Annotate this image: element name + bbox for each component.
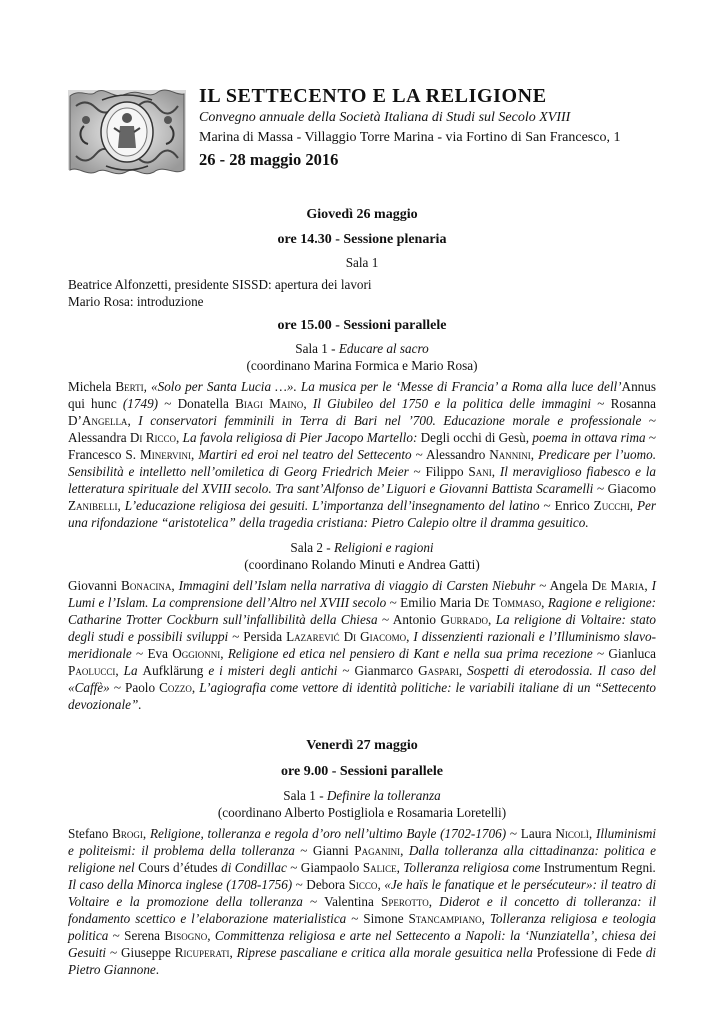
paper-title: Dalla tolleranza alla cittadinanza: politica e religione nel: [68, 843, 657, 875]
speaker: Filippo Sani: [425, 464, 492, 479]
speaker: Giuseppe Ricuperati: [121, 945, 230, 960]
paper-title: , poema in ottava rima: [525, 430, 646, 445]
paper-title: . Il caso della Minorca inglese (1708-1756): [68, 860, 656, 892]
paper-title: Diderot e il concetto di tolleranza: il fondamento scettico e l’elaborazione materialistica: [68, 894, 656, 926]
paper-title-upright: Cours d’études: [138, 860, 218, 875]
paper-title: La: [123, 663, 143, 678]
speaker: Rosanna D’Angella: [68, 396, 656, 428]
speaker: Simone Stancampiano: [363, 911, 482, 926]
speaker: Giovanni Bonacina: [68, 578, 172, 593]
conference-dates: 26 - 28 maggio 2016: [199, 150, 339, 169]
paper-title-upright: Degli occhi di Gesù: [420, 430, 526, 445]
paper-title: Immagini dell’Islam nella narrativa di viaggio di Carsten Niebuhr: [178, 578, 536, 593]
papers-paragraph: Giovanni Bonacina, Immagini dell’Islam nella narrativa di viaggio di Carsten Niebuhr ~ Angela De Maria, I Lumi e l’Islam. La comprensione dell’Altro nel XVIII secolo ~ Emilio Maria De Tommaso, Ragione e religione: Catharine Trotter Cockburn sull’infallibilità della Chiesa ~ Antonio Gurrado, La religione di Voltaire: stato degli studi e possibili sviluppi ~ Persida Lazarević Di Giacomo, I dissenzienti razionali e l’Illuminismo slavo-meridionale ~ Eva Oggionni, Religione ed etica nel pensiero di Kant e nella sua prima recezione ~ Gianluca Paolucci, La Aufklärung e i misteri degli antichi ~ Gianmarco Gaspari, Sospetti di eterodossia. Il caso del «Caffè» ~ Paolo Cozzo, L’agiografia come vettore di identità politiche: le variabili italiane di un “Settecento devozionale”.: [68, 578, 657, 712]
paper-title: Tolleranza religiosa come: [403, 860, 544, 875]
room-theme: Religioni e ragioni: [333, 540, 434, 555]
paper-title: «Je haïs le fanatique et le persécuteur»: il teatro di Voltaire e la promozione della tolleranza: [68, 877, 657, 909]
paper-title: Martiri ed eroi nel teatro del Settecento: [198, 447, 412, 462]
papers-paragraph: Stefano Brogi, Religione, tolleranza e regola d’oro nell’ultimo Bayle (1702-1706) ~ Laura Nicolì, Illuminismi e politeismi: il problema della tolleranza ~ Gianni Paganini, Dalla tolleranza alla cittadinanza: politica e religione nel Cours d’études di Condillac ~ Giampaolo Salice, Tolleranza religiosa come Instrumentum Regni. Il caso della Minorca inglese (1708-1756) ~ Debora Sicco, «Je haïs le fanatique et le persécuteur»: il teatro di Voltaire e la promozione della tolleranza ~ Valentina Sperotto, Diderot e il concetto di tolleranza: il fondamento scettico e l’elaborazione materialistica ~ Simone Stancampiano, Tolleranza religiosa e teologia politica ~ Serena Bisogno, Committenza religiosa e arte nel Settecento a Napoli: la ‘Nunziatella’, chiesa dei Gesuiti ~ Giuseppe Ricuperati, Riprese pascaliane e critica alla morale gesuitica nella Professione di Fede di Pietro Giannone.: [68, 826, 657, 977]
speaker: Alessandra Di Ricco: [68, 430, 177, 445]
speaker: Donatella Biagi Maino: [177, 396, 304, 411]
speaker: Emilio Maria De Tommaso: [400, 595, 542, 610]
paper-title: La religione di Voltaire: stato degli studi e possibili sviluppi: [68, 612, 656, 644]
speaker: Antonio Gurrado: [392, 612, 488, 627]
speaker: Gianmarco Gaspari: [354, 663, 459, 678]
paper-title: Il meraviglioso fiabesco e la letteratura spirituale del XVIII secolo. Tra sant’Alfonso de’ Liguori e Giovanni Battista Scaramelli: [68, 464, 656, 496]
paper-title: (1749): [116, 396, 159, 411]
paper-title: Per una rifondazione “aristotelica” della tragedia cristiana: Pietro Calepio oltre il dramma gesuitico.: [68, 498, 657, 530]
conference-header: [199, 84, 699, 172]
speaker: Serena Bisogno: [124, 928, 208, 943]
speaker: Giacomo Zanibelli: [68, 481, 656, 513]
paper-title: I dissenzienti razionali e l’Illuminismo slavo-meridionale: [68, 629, 656, 661]
room-chairs: (coordinano Rolando Minuti e Andrea Gatti): [244, 557, 480, 572]
paper-title-upright: Instrumentum Regni: [543, 860, 653, 875]
room-label: Sala 2 -: [290, 540, 334, 555]
speaker: Francesco S. Minervini: [68, 447, 192, 462]
paper-title: L’agiografia come vettore di identità politiche: le variabili italiane di un “Settecento devozionale”.: [68, 680, 656, 712]
room-label: Sala 1 -: [295, 341, 339, 356]
paper-title: Predicare per l’uomo. Sensibilità e intelletto nell’omiletica di Georg Friedrich Meier: [68, 447, 657, 479]
paper-title: Tolleranza religiosa e teologia politica: [68, 911, 656, 943]
session-time: ore 14.30 - Sessione plenaria: [277, 232, 447, 247]
day-heading: Giovedì 26 maggio: [306, 207, 418, 222]
speaker: Paolo Cozzo: [125, 680, 192, 695]
speaker: Laura Nicolì: [520, 826, 589, 841]
paper-title: , «Solo per Santa Lucia …». La musica per le ‘Messe di Francia’ a Roma alla luce dell’: [143, 379, 622, 394]
room-heading: [68, 787, 656, 804]
paper-title: I conservatori femminili in Terra di Bari nel ’700. Educazione morale e professionale: [138, 413, 642, 428]
speaker: Gianni Paganini: [312, 843, 401, 858]
program-content: [68, 200, 656, 978]
session-room: Sala 1: [345, 255, 379, 270]
speaker: Stefano Brogi: [68, 826, 143, 841]
papers-paragraph: Michela Berti, «Solo per Santa Lucia …». La musica per le ‘Messe di Francia’ a Roma alla luce dell’Annus qui hunc (1749) ~ Donatella Biagi Maino, Il Giubileo del 1750 e la politica delle immagini ~ Rosanna D’Angella, I conservatori femminili in Terra di Bari nel ’700. Educazione morale e professionale ~ Alessandra Di Ricco, La favola religiosa di Pier Jacopo Martello: Degli occhi di Gesù, poema in ottava rima ~ Francesco S. Minervini, Martiri ed eroi nel teatro del Settecento ~ Alessandro Nannini, Predicare per l’uomo. Sensibilità e intelletto nell’omiletica di Georg Friedrich Meier ~ Filippo Sani, Il meraviglioso fiabesco e la letteratura spirituale del XVIII secolo. Tra sant’Alfonso de’ Liguori e Giovanni Battista Scaramelli ~ Giacomo Zanibelli, L’educazione religiosa dei gesuiti. L’importanza dell’insegnamento del latino ~ Enrico Zucchi, Per una rifondazione “aristotelica” della tragedia cristiana: Pietro Calepio oltre il dramma gesuitico.: [68, 379, 657, 530]
paper-title: e i misteri degli antichi: [203, 663, 338, 678]
paper-title: Committenza religiosa e arte nel Settecento a Napoli: la ‘Nunziatella’, chiesa dei Gesuiti: [68, 928, 657, 960]
paper-title: di Pietro Giannone: [68, 945, 657, 977]
baroque-emblem-icon: [66, 86, 188, 176]
room-heading: [68, 340, 656, 357]
paper-title-upright: Annus qui hunc: [68, 379, 656, 411]
room-theme: Definire la tolleranza: [326, 788, 441, 803]
paper-title: Ragione e religione: Catharine Trotter Cockburn sull’infallibilità della Chiesa: [68, 595, 657, 627]
paper-title: Religione ed etica nel pensiero di Kant e nella sua prima recezione: [227, 646, 593, 661]
conference-subtitle: Convegno annuale della Società Italiana di Studi sul Secolo XVIII: [199, 110, 571, 125]
paper-title: La favola religiosa di Pier Jacopo Martello:: [182, 430, 421, 445]
speaker: Michela Berti: [68, 379, 144, 394]
paper-title: Il Giubileo del 1750 e la politica delle immagini: [312, 396, 592, 411]
speaker: Angela De Maria: [549, 578, 645, 593]
opening-line: Beatrice Alfonzetti, presidente SISSD: apertura dei lavori: [68, 277, 372, 292]
speaker: Gianluca Paolucci: [68, 646, 657, 678]
paper-title: di Condillac: [217, 860, 287, 875]
speaker: Valentina Sperotto: [324, 894, 429, 909]
paper-title: Riprese pascaliane e critica alla morale gesuitica nella: [236, 945, 537, 960]
speaker: Persida Lazarević Di Giacomo: [243, 629, 407, 644]
session-time: ore 9.00 - Sessioni parallele: [281, 764, 443, 779]
paper-title: L’educazione religiosa dei gesuiti. L’importanza dell’insegnamento del latino: [124, 498, 540, 513]
intro-line: Mario Rosa: introduzione: [68, 294, 204, 309]
paper-title: I Lumi e l’Islam. La comprensione dell’Altro nel XVIII secolo: [68, 578, 656, 610]
day-heading: Venerdì 27 maggio: [306, 738, 418, 753]
speaker: Debora Sicco: [306, 877, 378, 892]
session-time: ore 15.00 - Sessioni parallele: [277, 318, 447, 333]
speaker: Giampaolo Salice: [300, 860, 397, 875]
room-label: Sala 1 -: [283, 788, 327, 803]
room-theme: Educare al sacro: [338, 341, 429, 356]
room-heading: [68, 539, 656, 556]
speaker: Eva Oggionni: [147, 646, 221, 661]
room-chairs: (coordinano Marina Formica e Mario Rosa): [246, 358, 478, 373]
speaker: Enrico Zucchi: [554, 498, 630, 513]
paper-title-upright: Professione di Fede: [536, 945, 642, 960]
conference-title: IL SETTECENTO E LA RELIGIONE: [199, 85, 547, 107]
paper-title: Religione, tolleranza e regola d’oro nell’ultimo Bayle (1702-1706): [149, 826, 507, 841]
paper-title-upright: Aufklärung: [142, 663, 204, 678]
paper-title: Sospetti di eterodossia. Il caso del «Caffè»: [68, 663, 656, 695]
speaker: Alessandro Nannini: [425, 447, 531, 462]
room-chairs: (coordinano Alberto Postigliola e Rosamaria Loretelli): [217, 805, 507, 820]
conference-venue: Marina di Massa - Villaggio Torre Marina - via Fortino di San Francesco, 1: [199, 130, 621, 145]
paper-title: Illuminismi e politeismi: il problema della tolleranza: [68, 826, 657, 858]
